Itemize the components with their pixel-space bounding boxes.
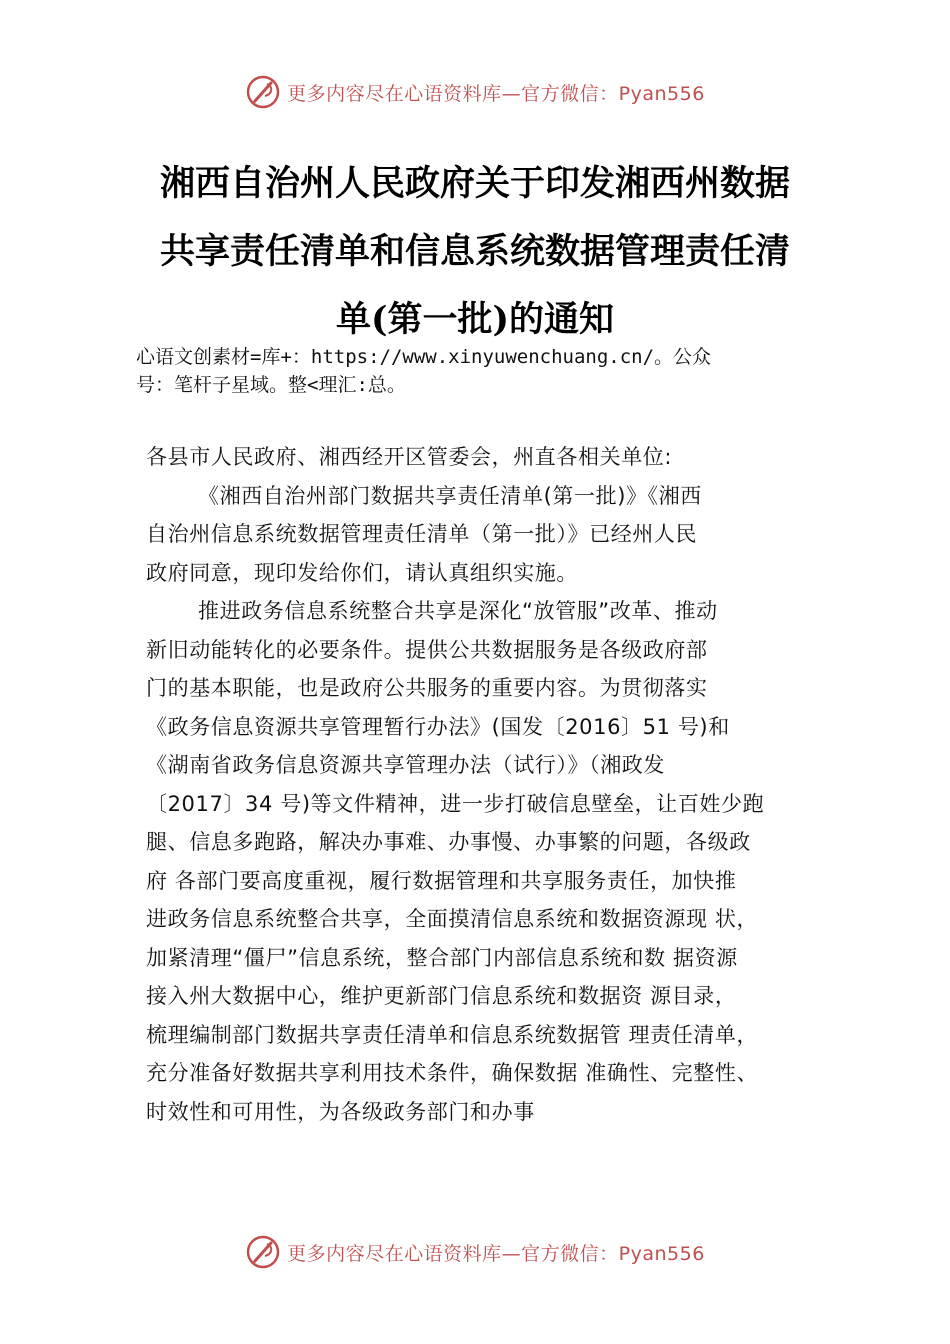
body-line: 〔2017〕34 号)等文件精神，进一步打破信息壁垒，让百姓少跑 — [146, 791, 765, 816]
body-line: 推进政务信息系统整合共享是深化“放管服”改革、推动 — [198, 599, 718, 623]
watermark-line: 心语文创素材=库+：https://www.xinyuwenchuang.cn/。公众 — [136, 346, 712, 368]
body-line: 接入州大数据中心，维护更新部门信息系统和数据资 源目录， — [146, 984, 737, 1008]
title-line: 共享责任清单和信息系统数据管理责任清 — [159, 231, 790, 272]
watermark-text — [136, 343, 836, 399]
body-line: 充分准备好数据共享利用技术条件，确保数据 准确性、完整性、 — [146, 1061, 759, 1085]
body-line: 梳理编制部门数据共享责任清单和信息系统数据管 理责任清单， — [146, 1022, 759, 1047]
banner-text: 更多内容尽在心语资料库—官方微信：Pyan556 — [287, 82, 705, 105]
body-line: 《湘西自治州部门数据共享责任清单(第一批)》《湘西 — [198, 483, 702, 508]
salutation-line: 各县市人民政府、湘西经开区管委会，州直各相关单位: — [146, 445, 673, 469]
body-line: 府 各部门要高度重视，履行数据管理和共享服务责任，加快推 — [146, 868, 737, 893]
quill-pen-circle-icon — [245, 1234, 281, 1270]
body-line: 门的基本职能，也是政府公共服务的重要内容。为贯彻落实 — [146, 676, 708, 700]
body-line: 腿、信息多跑路，解决办事难、办事慢、办事繁的问题，各级政 — [146, 830, 751, 854]
header-banner — [0, 72, 950, 112]
body-line: 自治州信息系统数据管理责任清单（第一批）》已经州人民 — [146, 522, 698, 546]
footer-banner — [0, 1232, 950, 1272]
banner-text: 更多内容尽在心语资料库—官方微信：Pyan556 — [287, 1242, 705, 1265]
body-line: 《湖南省政务信息资源共享管理办法（试行）》（湘政发 — [146, 753, 665, 777]
body-line: 时效性和可用性，为各级政务部门和办事 — [146, 1099, 535, 1124]
body-line: 进政务信息系统整合共享，全面摸清信息系统和数据资源现 状， — [146, 907, 759, 931]
body-line: 新旧动能转化的必要条件。提供公共数据服务是各级政府部 — [146, 637, 708, 662]
body-line: 政府同意，现印发给你们，请认真组织实施。 — [146, 560, 578, 585]
document-body — [146, 438, 846, 1131]
title-line: 单(第一批)的通知 — [335, 299, 615, 340]
quill-pen-circle-icon — [245, 74, 281, 110]
body-line: 《政务信息资源共享管理暂行办法》(国发〔2016〕51 号)和 — [146, 714, 730, 739]
watermark-line: 号：笔杆子星域。整<理汇:总。 — [136, 374, 406, 396]
title-line: 湘西自治州人民政府关于印发湘西州数据 — [159, 163, 790, 204]
body-line: 加紧清理“僵尸”信息系统，整合部门内部信息系统和数 据资源 — [146, 945, 738, 970]
document-title — [0, 150, 950, 354]
